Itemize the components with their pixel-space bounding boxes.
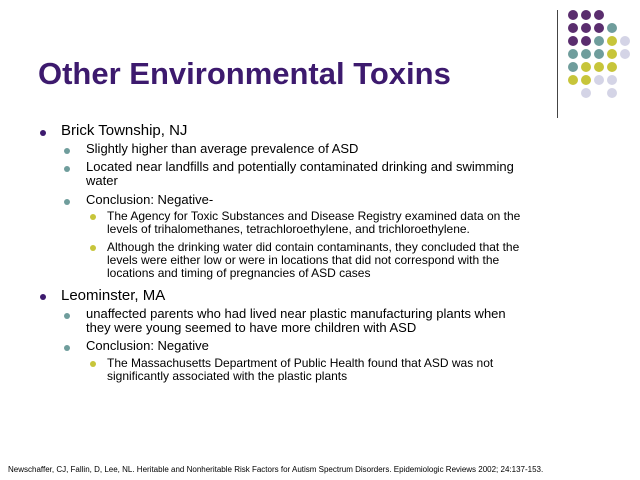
level3-bullet [90, 214, 96, 220]
bullet-line: locations and timing of pregnancies of ASD cases [107, 266, 371, 280]
section-heading-leominster: Leominster, MA [61, 287, 166, 304]
bullet-line: The Massachusetts Department of Public Health found that ASD was not [107, 356, 494, 370]
level2-bullet [64, 199, 70, 205]
citation-footer: Newschaffer, CJ, Fallin, D, Lee, NL. Heritable and Nonheritable Risk Factors for Autism Spectrum Disorders. Epidemiologic Reviews 2002; 24:137-153. [8, 465, 544, 474]
bullet-text [86, 307, 596, 335]
sub-bullet-text [107, 210, 602, 236]
bullet-line: Although the drinking water did contain contaminants, they concluded that the [107, 240, 520, 254]
bullet-line: levels were either low or were in locations that did not correspond with the [107, 253, 500, 267]
section-heading-brick: Brick Township, NJ [61, 122, 188, 139]
level3-bullet [90, 361, 96, 367]
level2-bullet [64, 313, 70, 319]
bullet-line: they were young seemed to have more children with ASD [86, 320, 417, 335]
bullet-line: unaffected parents who had lived near plastic manufacturing plants when [86, 306, 506, 321]
bullet-text: Conclusion: Negative [86, 338, 209, 353]
bullet-line: water [86, 173, 118, 188]
level2-bullet [64, 345, 70, 351]
level1-bullet [40, 130, 46, 136]
bullet-line: levels of trihalomethanes, tetrachloroethylene, and trichloroethylene. [107, 222, 470, 236]
sub-bullet-text [107, 241, 602, 280]
slide-title: Other Environmental Toxins [38, 56, 451, 91]
level1-bullet [40, 294, 46, 300]
bullet-text: Conclusion: Negative- [86, 192, 214, 207]
bullet-line: Located near landfills and potentially contaminated drinking and swimming [86, 159, 514, 174]
bullet-line: The Agency for Toxic Substances and Disease Registry examined data on the [107, 209, 521, 223]
level3-bullet [90, 245, 96, 251]
bullet-text [86, 160, 596, 188]
bullet-line: significantly associated with the plastic plants [107, 369, 348, 383]
sub-bullet-text [107, 357, 602, 383]
level2-bullet [64, 166, 70, 172]
bullet-text: Slightly higher than average prevalence of ASD [86, 141, 359, 156]
level2-bullet [64, 148, 70, 154]
